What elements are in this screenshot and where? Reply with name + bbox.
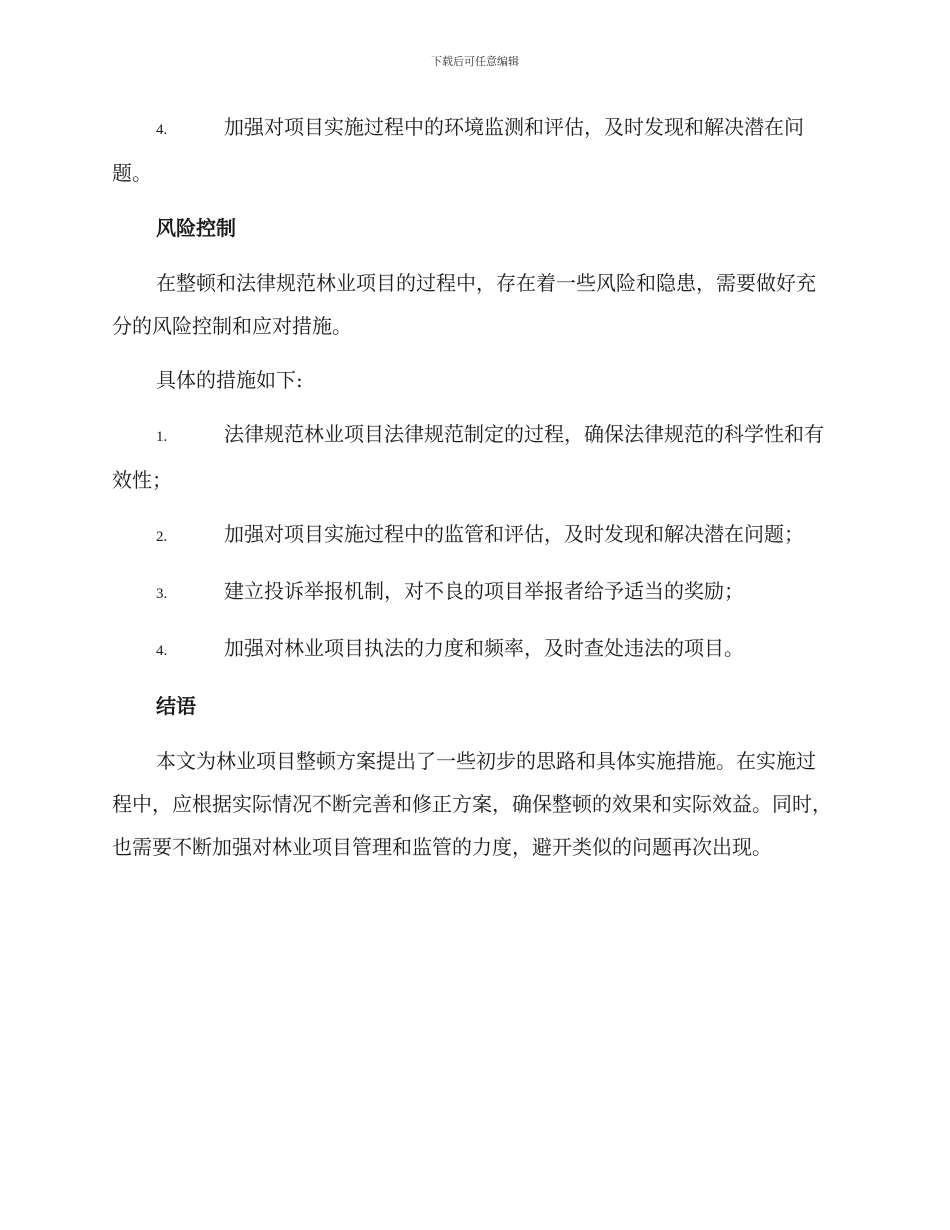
list-text: 加强对林业项目执法的力度和频率，及时查处违法的项目。 xyxy=(224,636,744,660)
list-text: 法律规范林业项目法律规范制定的过程，确保法律规范的科学性和有效性； xyxy=(112,422,824,492)
list-number: 2. xyxy=(156,529,168,545)
list-number: 4. xyxy=(156,122,168,138)
paragraph-measures-intro: 具体的措施如下: xyxy=(156,368,303,392)
list-item xyxy=(112,413,834,502)
list-item xyxy=(112,513,834,559)
section-heading-conclusion: 结语 xyxy=(156,694,196,718)
list-text: 建立投诉举报机制，对不良的项目举报者给予适当的奖励； xyxy=(224,579,744,603)
list-number: 4. xyxy=(156,643,168,659)
list-item xyxy=(112,570,834,616)
list-text: 加强对项目实施过程中的监管和评估，及时发现和解决潜在问题； xyxy=(224,522,804,546)
section-heading-risk-control: 风险控制 xyxy=(156,216,236,240)
list-number: 3. xyxy=(156,586,168,602)
list-number: 1. xyxy=(156,429,168,445)
paragraph-conclusion: 本文为林业项目整顿方案提出了一些初步的思路和具体实施措施。在实施过程中，应根据实际情况不断完善和修正方案，确保整顿的效果和实际效益。同时，也需要不断加强对林业项目管理和监管的力度，避开类似的问题再次出现。 xyxy=(112,749,832,859)
document-body xyxy=(112,106,834,880)
list-item xyxy=(112,106,834,195)
paragraph-risk-intro: 在整顿和法律规范林业项目的过程中，存在着一些风险和隐患，需要做好充分的风险控制和应对措施。 xyxy=(112,271,816,338)
list-text: 加强对项目实施过程中的环境监测和评估，及时发现和解决潜在问题。 xyxy=(112,115,804,185)
list-item xyxy=(112,627,834,673)
page-header: 下载后可任意编辑 xyxy=(431,55,519,68)
